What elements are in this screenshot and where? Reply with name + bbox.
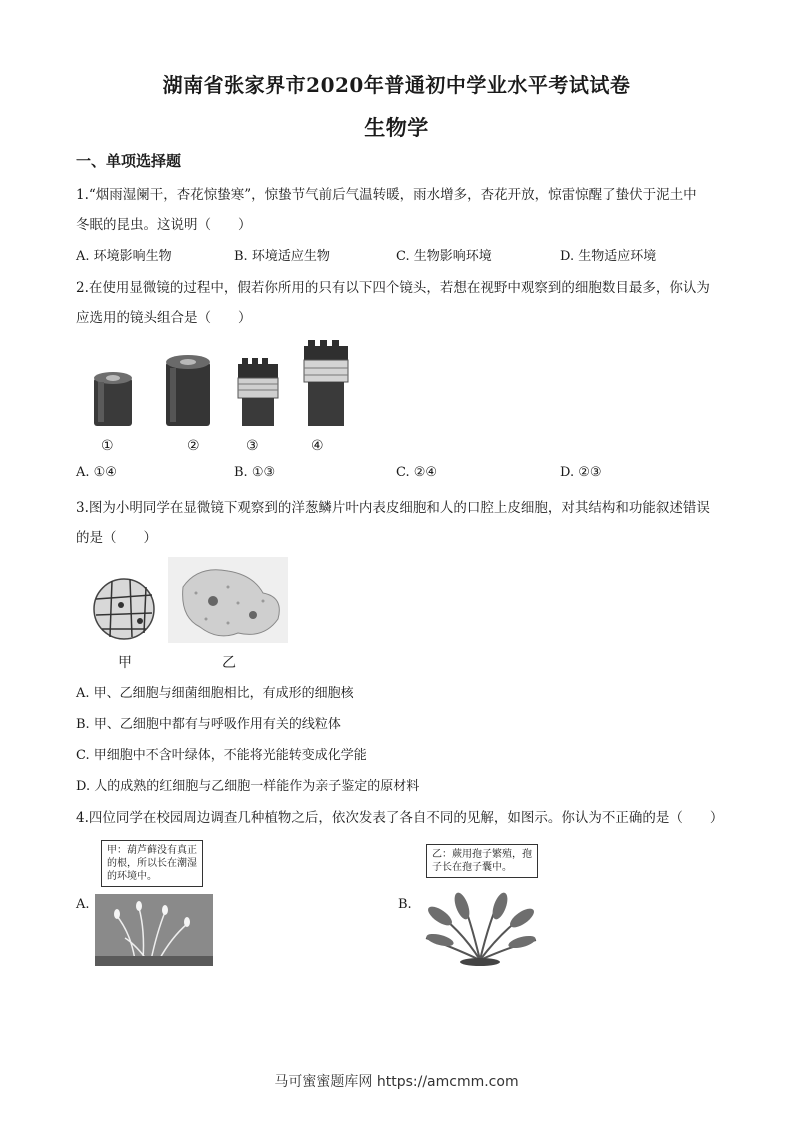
subject-title: 生物学	[364, 115, 429, 140]
q4-figure-a[interactable]	[95, 838, 213, 966]
q1-stem-line2: 冬眠的昆虫。这说明（ ）	[76, 217, 252, 233]
speech-bubble-a: 甲：葫芦藓没有真正 的根，所以长在潮湿 的环境中。	[101, 840, 203, 887]
q4-figure-b[interactable]	[420, 838, 542, 966]
q3-option-b[interactable]: B. 甲、乙细胞中都有与呼吸作用有关的线粒体	[76, 717, 341, 732]
objective-short-icon	[238, 358, 278, 426]
onion-cell-view-icon	[94, 579, 154, 639]
section-heading: 一、单项选择题	[76, 152, 182, 170]
q1-option-a[interactable]: A. 环境影响生物	[76, 249, 172, 264]
q3-option-d[interactable]: D. 人的成熟的红细胞与乙细胞一样能作为亲子鉴定的原材料	[76, 779, 420, 794]
eyepiece-long-icon	[166, 355, 210, 426]
cheek-cell-view-icon	[168, 557, 288, 643]
q4-option-b-label[interactable]: B.	[398, 897, 412, 912]
lens-label-2: ②	[187, 438, 200, 454]
q2-option-c[interactable]: C. ②④	[396, 465, 438, 480]
q1-stem-line1: 1.“烟雨湿阑干，杏花惊蛰寒”，惊蛰节气前后气温转暖，雨水增多，杏花开放，惊雷惊醒了蛰伏于泥土中	[76, 187, 697, 203]
q1-option-c[interactable]: C. 生物影响环境	[396, 249, 492, 264]
q3-option-a[interactable]: A. 甲、乙细胞与细菌细胞相比，有成形的细胞核	[76, 686, 354, 701]
q3-stem-line2: 的是（ ）	[76, 530, 157, 546]
cell-figure	[88, 557, 293, 647]
exam-title: 湖南省张家界市2020年普通初中学业水平考试试卷	[162, 73, 631, 97]
q3-option-c[interactable]: C. 甲细胞中不含叶绿体，不能将光能转变成化学能	[76, 748, 367, 763]
q2-option-a[interactable]: A. ①④	[76, 465, 117, 480]
lens-label-3: ③	[246, 438, 259, 454]
cell-label-yi: 乙	[222, 655, 236, 671]
q2-option-b[interactable]: B. ①③	[234, 465, 276, 480]
q1-option-d[interactable]: D. 生物适应环境	[560, 249, 657, 264]
q4-stem: 4.四位同学在校园周边调查几种植物之后，依次发表了各自不同的见解，如图示。你认为不正确的是（ ）	[76, 810, 724, 826]
speech-bubble-b: 乙：蕨用孢子繁殖，孢 子长在孢子囊中。	[426, 844, 538, 878]
fern-plant-icon	[420, 888, 542, 966]
moss-plant-icon	[95, 894, 213, 966]
objective-long-icon	[304, 340, 348, 426]
q2-stem-line2: 应选用的镜头组合是（ ）	[76, 310, 252, 326]
lens-label-1: ①	[101, 438, 114, 454]
lens-label-4: ④	[311, 438, 324, 454]
footer-watermark: 马可蜜蜜题库网 https://amcmm.com	[274, 1074, 519, 1090]
q2-stem-line1: 2.在使用显微镜的过程中，假若你所用的只有以下四个镜头，若想在视野中观察到的细胞数目最多，你认为	[76, 280, 710, 296]
eyepiece-short-icon	[94, 372, 132, 426]
q4-option-a-label[interactable]: A.	[76, 897, 90, 912]
q2-option-d[interactable]: D. ②③	[560, 465, 602, 480]
q1-option-b[interactable]: B. 环境适应生物	[234, 249, 330, 264]
cell-label-jia: 甲	[118, 655, 132, 671]
q3-stem-line1: 3.图为小明同学在显微镜下观察到的洋葱鳞片叶内表皮细胞和人的口腔上皮细胞，对其结构和功能叙述错误	[76, 500, 710, 516]
lens-figure	[80, 338, 380, 438]
